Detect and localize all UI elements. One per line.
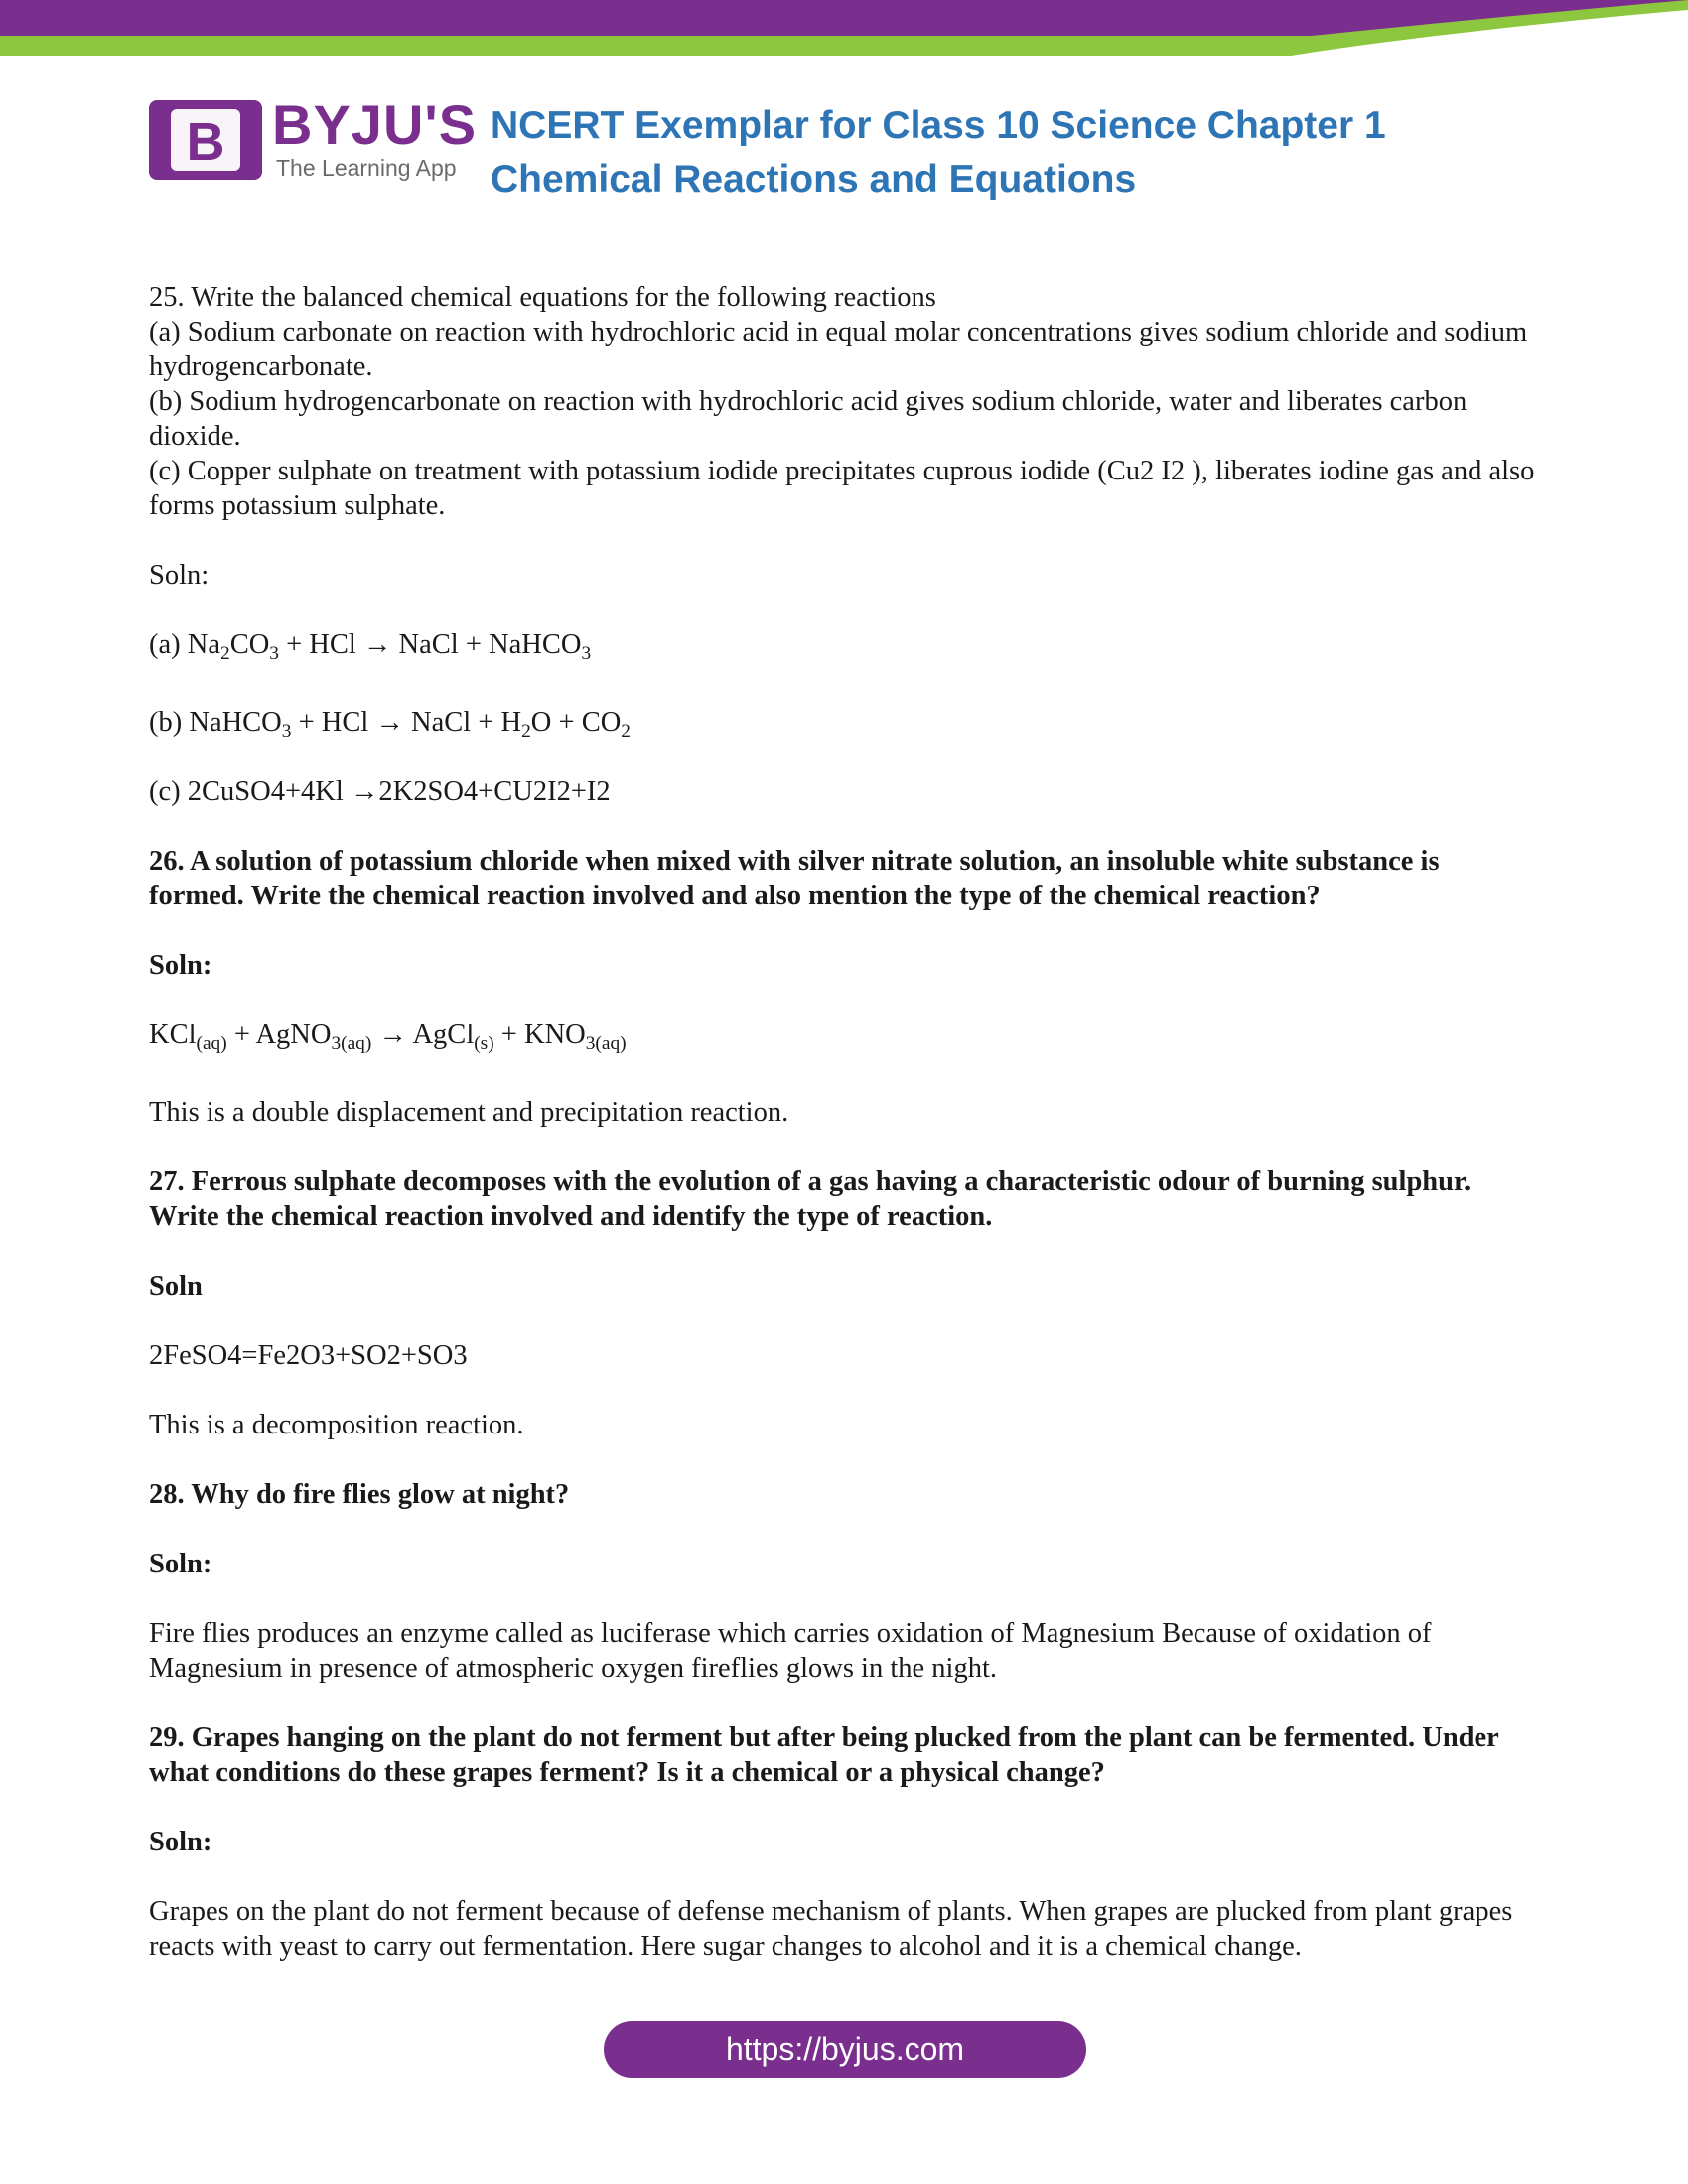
q25-question: 25. Write the balanced chemical equations for the following reactions bbox=[149, 282, 936, 313]
q28-soln-label: Soln: bbox=[149, 1549, 212, 1579]
q27-answer: This is a decomposition reaction. bbox=[149, 1410, 524, 1440]
logo-name: BYJU'S bbox=[272, 93, 478, 156]
q28-answer: Fire flies produces an enzyme called as luciferase which carries oxidation of Magnesium Because of oxidation of Magnesium in presence of atmospheric oxygen fireflies glows in the night. bbox=[149, 1618, 1432, 1684]
q27-soln-label: Soln bbox=[149, 1271, 203, 1301]
q26-soln-label: Soln: bbox=[149, 950, 212, 981]
q29-soln-label: Soln: bbox=[149, 1827, 212, 1857]
logo-tagline: The Learning App bbox=[276, 155, 457, 181]
q27-equation: 2FeSO4=Fe2O3+SO2+SO3 bbox=[149, 1340, 468, 1371]
document-body bbox=[149, 280, 1539, 1964]
q26-answer: This is a double displacement and precipitation reaction. bbox=[149, 1097, 789, 1128]
q28-question: 28. Why do fire flies glow at night? bbox=[149, 1479, 570, 1510]
q25-answer-a: (a) $Na_2CO_3$ + HCl → NaCl + NaHCO$_3$ bbox=[149, 629, 592, 664]
document-title: NCERT Exemplar for Class 10 Science Chapter 1 Chemical Reactions and Equations bbox=[491, 104, 1386, 201]
q25-answer-c: (c) 2CuSO4+4Kl →2K2SO4+CU2I2+I2 bbox=[149, 776, 611, 807]
q26-question: 26. A solution of potassium chloride when mixed with silver nitrate solution, an insoluble white substance is formed. Write the chemical reaction involved and also mention the type of the chemical reaction? bbox=[149, 846, 1440, 911]
q25-soln-label: Soln: bbox=[149, 560, 210, 591]
q25-answer-b: (b) NaHCO$_3$ + HCl → NaCl + $H_2O + CO_2$ bbox=[149, 707, 631, 742]
footer-url-link[interactable]: https://byjus.com bbox=[604, 2021, 1086, 2078]
q25-part-a: (a) Sodium carbonate on reaction with hydrochloric acid in equal molar concentrations gives sodium chloride and sodium hydrogencarbonate. bbox=[149, 317, 1528, 382]
q29-answer: Grapes on the plant do not ferment because of defense mechanism of plants. When grapes are plucked from plant grapes reacts with yeast to carry out fermentation. Here sugar changes to alcohol and it is a chemical change. bbox=[149, 1896, 1513, 1962]
svg-text:B: B bbox=[186, 111, 225, 172]
q27-question: 27. Ferrous sulphate decomposes with the evolution of a gas having a characteristic odour of burning sulphur. Write the chemical reaction involved and identify the type of reaction. bbox=[149, 1166, 1472, 1232]
byjus-logo[interactable] bbox=[149, 93, 478, 182]
logo-mark bbox=[149, 100, 262, 180]
logo-b-glyph bbox=[167, 105, 244, 175]
q26-equation: KCl$_{(aq)}$ + AgNO$_{3(aq)}$ → AgCl$_{(s)}$ + $KNO_{3(aq)}$ bbox=[149, 1020, 627, 1054]
q29-question: 29. Grapes hanging on the plant do not ferment but after being plucked from the plant can be fermented. Under what conditions do these grapes ferment? Is it a chemical or a physical change? bbox=[149, 1722, 1499, 1788]
header-band bbox=[0, 0, 1688, 62]
q25-part-c: (c) Copper sulphate on treatment with potassium iodide precipitates cuprous iodide (Cu2 I2 ), liberates iodine gas and also forms potassium sulphate. bbox=[149, 456, 1535, 521]
q25-part-b: (b) Sodium hydrogencarbonate on reaction with hydrochloric acid gives sodium chloride, water and liberates carbon dioxide. bbox=[149, 386, 1468, 452]
